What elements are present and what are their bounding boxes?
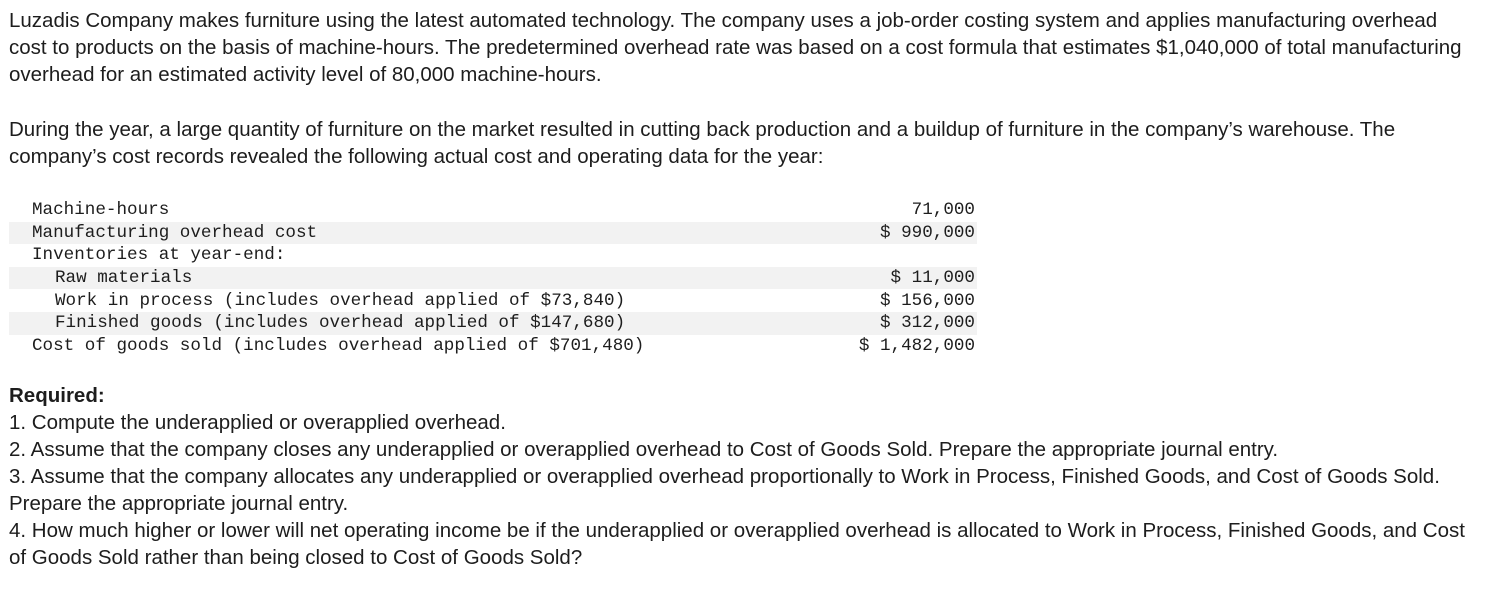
row-label: Machine-hours [32, 200, 170, 221]
intro-paragraph: Luzadis Company makes furniture using the latest automated technology. The company uses a job-order costing system and applies manufacturing overhead cost to products on the basis of machine-hours. The predetermined overhead rate was based on a cost formula that estimates $1,040,000 of total manufacturing overhead for an estimated activity level of 80,000 machine-hours. [9, 9, 1462, 86]
table-row-work-in-process [9, 289, 977, 312]
row-value: $ 312,000 [825, 312, 977, 335]
row-label: Manufacturing overhead cost [9, 222, 825, 245]
row-value [825, 244, 977, 267]
requirement-item: 4. How much higher or lower will net operating income be if the underapplied or overapplied overhead is allocated to Work in Process, Finished Goods, and Cost of Goods Sold rather than being closed to Cost of Goods Sold? [9, 519, 1465, 569]
requirements-list [9, 409, 1479, 571]
cost-data-table [9, 199, 977, 357]
row-label: Cost of goods sold (includes overhead applied of $701,480) [32, 335, 645, 356]
row-value: 71,000 [911, 200, 975, 221]
row-label: Work in process (includes overhead applied of $73,840) [55, 290, 626, 311]
requirement-item: 2. Assume that the company closes any underapplied or overapplied overhead to Cost of Goods Sold. Prepare the appropriate journal entry. [9, 438, 1279, 461]
table-row-cost-of-goods-sold [9, 335, 977, 358]
requirement-item: 1. Compute the underapplied or overapplied overhead. [9, 411, 506, 434]
row-value: $ 1,482,000 [858, 335, 975, 356]
row-label: Raw materials [9, 267, 825, 290]
table-row-machine-hours [9, 199, 977, 222]
table-row-finished-goods [9, 312, 977, 335]
row-value: $ 156,000 [879, 290, 975, 311]
data-intro-paragraph: During the year, a large quantity of furniture on the market resulted in cutting back production and a buildup of furniture in the company’s warehouse. The company’s cost records revealed the following actual cost and operating data for the year: [9, 118, 1396, 168]
row-label: Finished goods (includes overhead applied of $147,680) [9, 312, 825, 335]
table-row-inventories-header [9, 244, 977, 267]
row-label: Inventories at year-end: [32, 245, 286, 266]
table-row-manufacturing-overhead [9, 222, 977, 245]
requirement-item: 3. Assume that the company allocates any underapplied or overapplied overhead proportionally to Work in Process, Finished Goods, and Cost of Goods Sold. Prepare the appropriate journal entry. [9, 465, 1440, 515]
required-section [9, 382, 1479, 571]
row-value: $ 11,000 [825, 267, 977, 290]
table-row-raw-materials [9, 267, 977, 290]
row-value: $ 990,000 [825, 222, 977, 245]
required-heading: Required: [9, 384, 105, 407]
